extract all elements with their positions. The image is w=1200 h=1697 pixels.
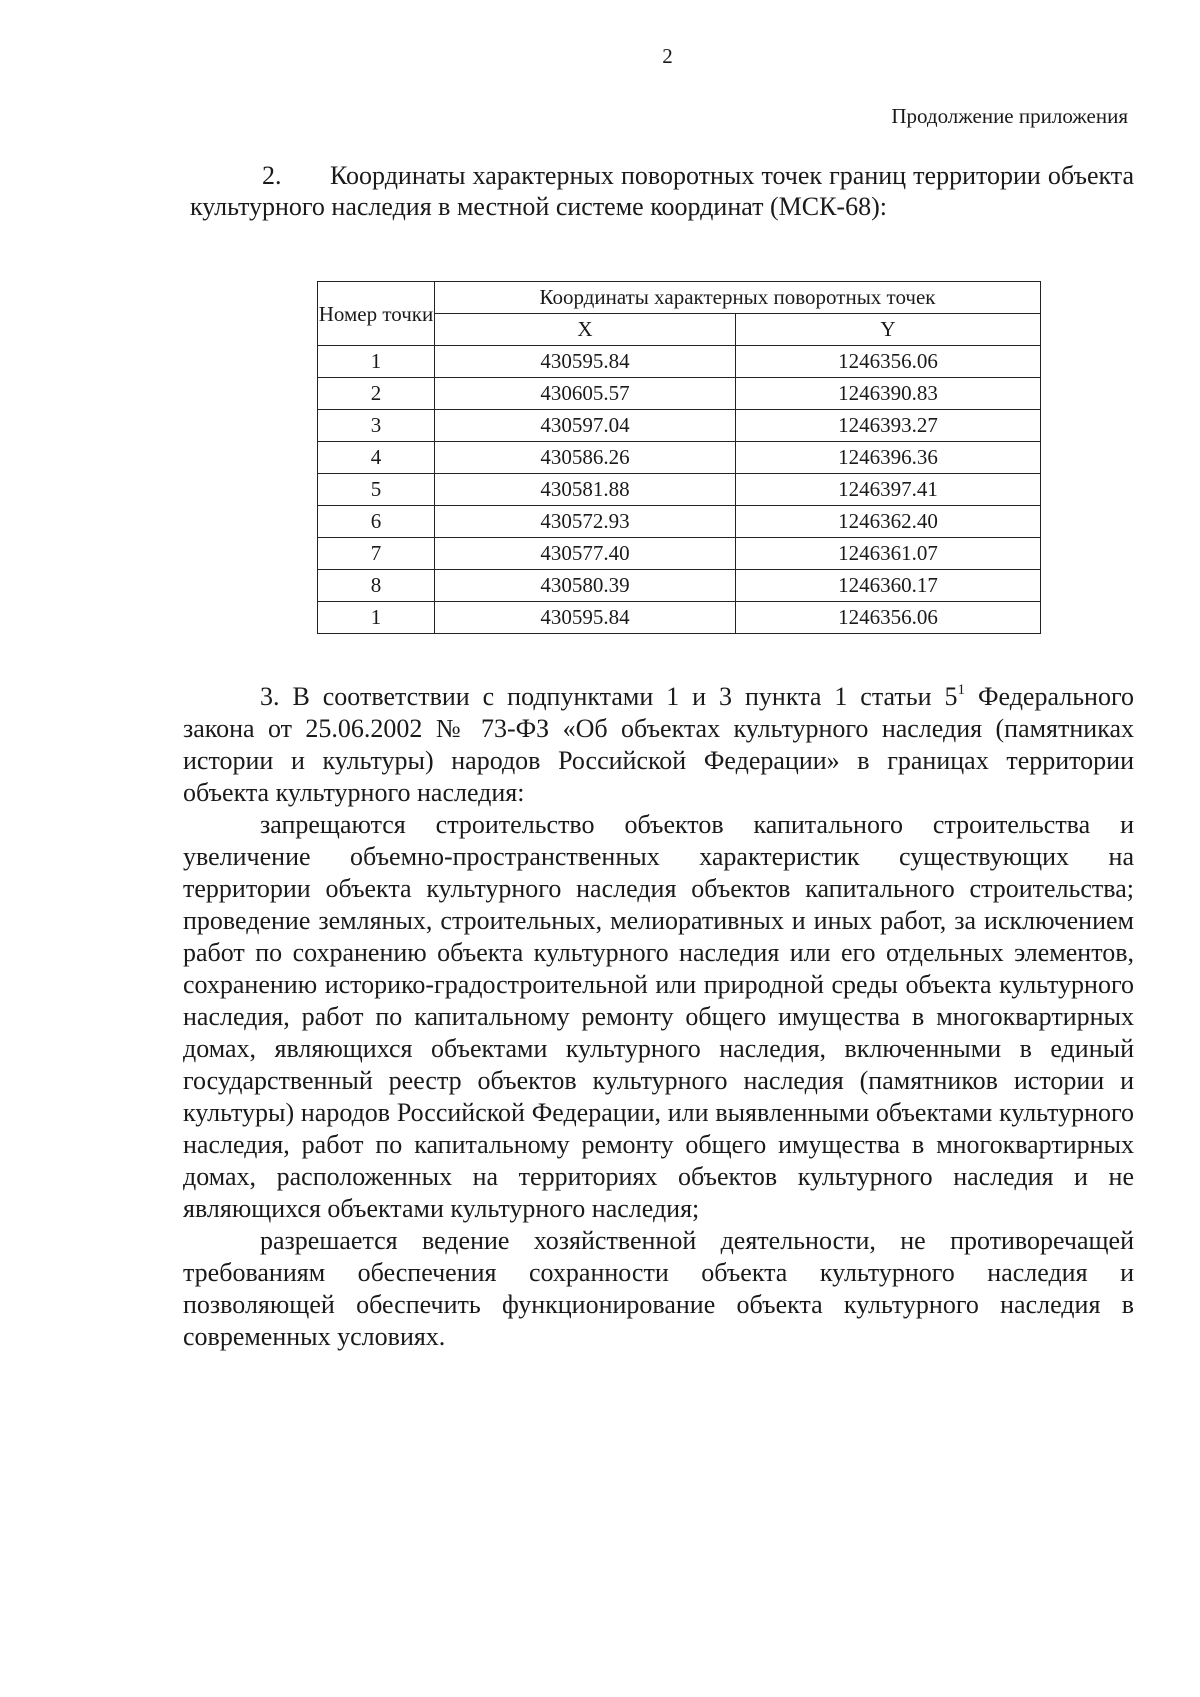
point-number: 4 bbox=[318, 442, 435, 474]
table-row bbox=[318, 506, 1041, 538]
point-number: 2 bbox=[318, 378, 435, 410]
coord-y: 1246396.36 bbox=[736, 442, 1041, 474]
coord-x: 430580.39 bbox=[435, 570, 736, 602]
section-2-paragraph bbox=[190, 160, 1134, 222]
point-number: 3 bbox=[318, 410, 435, 442]
coord-y: 1246397.41 bbox=[736, 474, 1041, 506]
table-row bbox=[318, 602, 1041, 634]
page-number: 2 bbox=[662, 44, 673, 68]
table-row bbox=[318, 346, 1041, 378]
table-row bbox=[318, 410, 1041, 442]
coord-y: 1246390.83 bbox=[736, 378, 1041, 410]
coord-x: 430595.84 bbox=[435, 346, 736, 378]
point-number: 5 bbox=[318, 474, 435, 506]
table-row bbox=[318, 474, 1041, 506]
section-3-intro bbox=[183, 681, 1134, 809]
coord-y: 1246393.27 bbox=[736, 410, 1041, 442]
section-3 bbox=[183, 681, 1134, 1353]
coord-x: 430586.26 bbox=[435, 442, 736, 474]
coord-y: 1246360.17 bbox=[736, 570, 1041, 602]
coordinates-table-body bbox=[318, 346, 1041, 634]
coord-x: 430577.40 bbox=[435, 538, 736, 570]
coord-x: 430581.88 bbox=[435, 474, 736, 506]
table-row bbox=[318, 378, 1041, 410]
section-3-intro-text: 3. В соответствии с подпунктами 1 и 3 пункта 1 статьи 5 bbox=[260, 682, 958, 711]
point-number: 7 bbox=[318, 538, 435, 570]
point-number: 1 bbox=[318, 346, 435, 378]
coord-x: 430595.84 bbox=[435, 602, 736, 634]
coord-x: 430572.93 bbox=[435, 506, 736, 538]
header-x: X bbox=[435, 314, 736, 346]
coord-y: 1246362.40 bbox=[736, 506, 1041, 538]
permitted-activities-paragraph: разрешается ведение хозяйственной деятельности, не противоречащей требованиям обеспечения сохранности объекта культурного наследия и позволяющей обеспечить функционирование объекта культурного наследия в современных условиях. bbox=[183, 1226, 1134, 1351]
coordinates-table bbox=[317, 281, 1041, 634]
point-number: 6 bbox=[318, 506, 435, 538]
article-superscript: 1 bbox=[957, 682, 965, 698]
prohibited-activities-paragraph: запрещаются строительство объектов капитального строительства и увеличение объемно-пространственных характеристик существующих на территории объекта культурного наследия объектов капитального строительства; проведение земляных, строительных, мелиоративных и иных работ, за исключением работ по сохранению объекта культурного наследия или его отдельных элементов, сохранению историко-градостроительной или природной среды объекта культурного наследия, работ по капитальному ремонту общего имущества в многоквартирных домах, являющихся объектами культурного наследия, включенными в единый государственный реестр объектов культурного наследия (памятников истории и культуры) народов Российской Федерации, или выявленными объектами культурного наследия, работ по капитальному ремонту общего имущества в многоквартирных домах, расположенных на территориях объектов культурного наследия и не являющихся объектами культурного наследия; bbox=[183, 810, 1134, 1223]
section-3-intro-text-cont: Федерального закона от 25.06.2002 № 73-ФЗ «Об объектах культурного наследия (памятниках истории и культуры) народов Российской Федерации» в границах территории объекта культурного наследия: bbox=[183, 682, 1134, 807]
appendix-continuation-note: Продолжение приложения bbox=[891, 104, 1128, 128]
table-row bbox=[318, 538, 1041, 570]
point-number: 8 bbox=[318, 570, 435, 602]
table-row bbox=[318, 442, 1041, 474]
table-row bbox=[318, 570, 1041, 602]
header-y: Y bbox=[736, 314, 1041, 346]
header-point-number: Номер точки bbox=[318, 282, 435, 346]
coord-x: 430597.04 bbox=[435, 410, 736, 442]
header-coordinates: Координаты характерных поворотных точек bbox=[435, 282, 1041, 314]
coord-y: 1246361.07 bbox=[736, 538, 1041, 570]
coord-y: 1246356.06 bbox=[736, 346, 1041, 378]
section-2-number: 2. bbox=[262, 161, 282, 190]
coord-x: 430605.57 bbox=[435, 378, 736, 410]
section-2-text: Координаты характерных поворотных точек границ территории объекта культурного наследия в местной системе координат (МСК-68): bbox=[190, 161, 1134, 221]
coord-y: 1246356.06 bbox=[736, 602, 1041, 634]
point-number: 1 bbox=[318, 602, 435, 634]
